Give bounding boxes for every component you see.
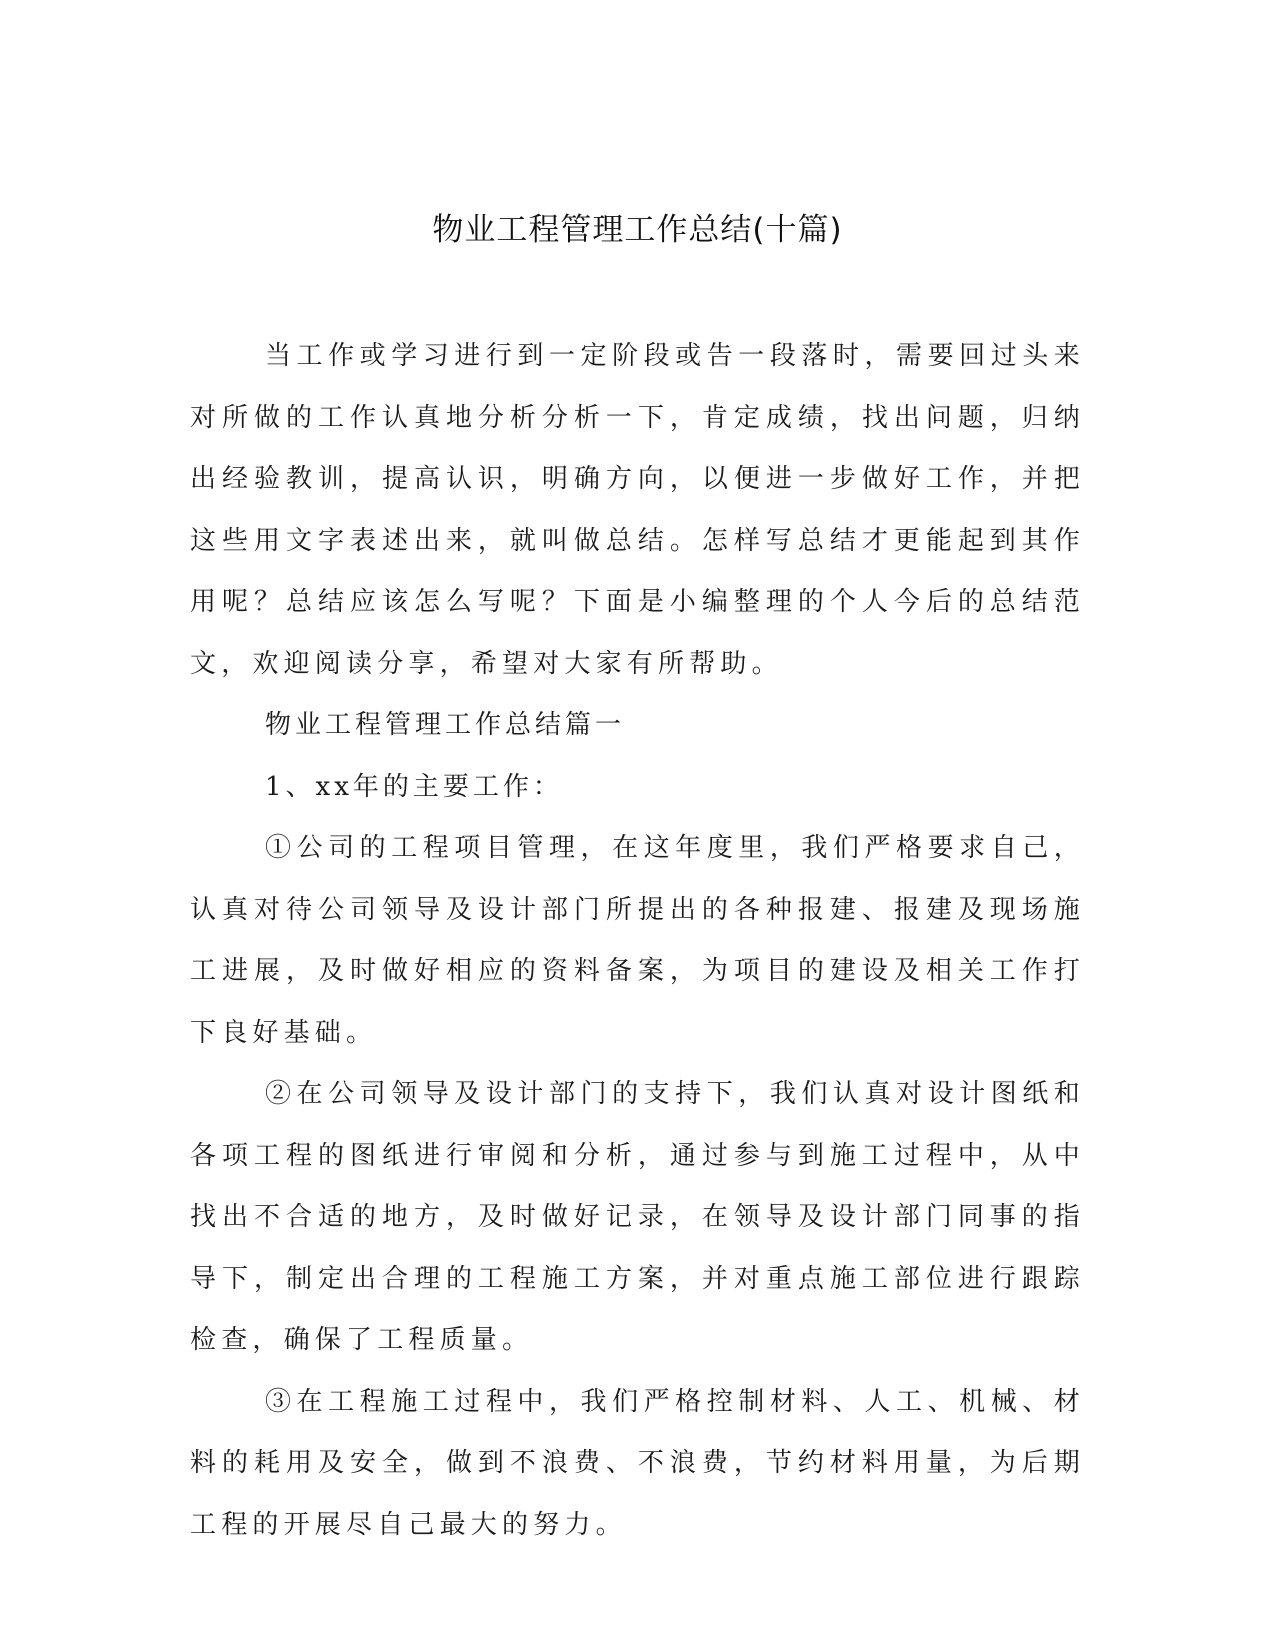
document-body: [190, 326, 1085, 1556]
list-item-paragraph: ②在公司领导及设计部门的支持下，我们认真对设计图纸和各项工程的图纸进行审阅和分析，通过参与到施工过程中，从中找出不合适的地方，及时做好记录，在领导及设计部门同事的指导下，制定出合理的工程施工方案，并对重点施工部位进行跟踪检查，确保了工程质量。: [190, 1079, 1085, 1355]
list-item-paragraph: ①公司的工程项目管理，在这年度里，我们严格要求自己，认真对待公司领导及设计部门所提出的各种报建、报建及现场施工进展，及时做好相应的资料备案，为项目的建设及相关工作打下良好基础。: [190, 833, 1085, 1048]
list-item-paragraph: ③在工程施工过程中，我们严格控制材料、人工、机械、材料的耗用及安全，做到不浪费、不浪费，节约材料用量，为后期工程的开展尽自己最大的努力。: [190, 1386, 1085, 1540]
section-heading: 物业工程管理工作总结篇一: [265, 710, 626, 740]
document-title: 物业工程管理工作总结(十篇): [432, 212, 843, 248]
intro-paragraph: 当工作或学习进行到一定阶段或告一段落时，需要回过头来对所做的工作认真地分析分析一下，肯定成绩，找出问题，归纳出经验教训，提高认识，明确方向，以便进一步做好工作，并把这些用文字表述出来，就叫做总结。怎样写总结才更能起到其作用呢？总结应该怎么写呢？下面是小编整理的个人今后的总结范文，欢迎阅读分享，希望对大家有所帮助。: [190, 341, 1085, 679]
subsection-heading: 1、xx年的主要工作：: [265, 771, 563, 802]
